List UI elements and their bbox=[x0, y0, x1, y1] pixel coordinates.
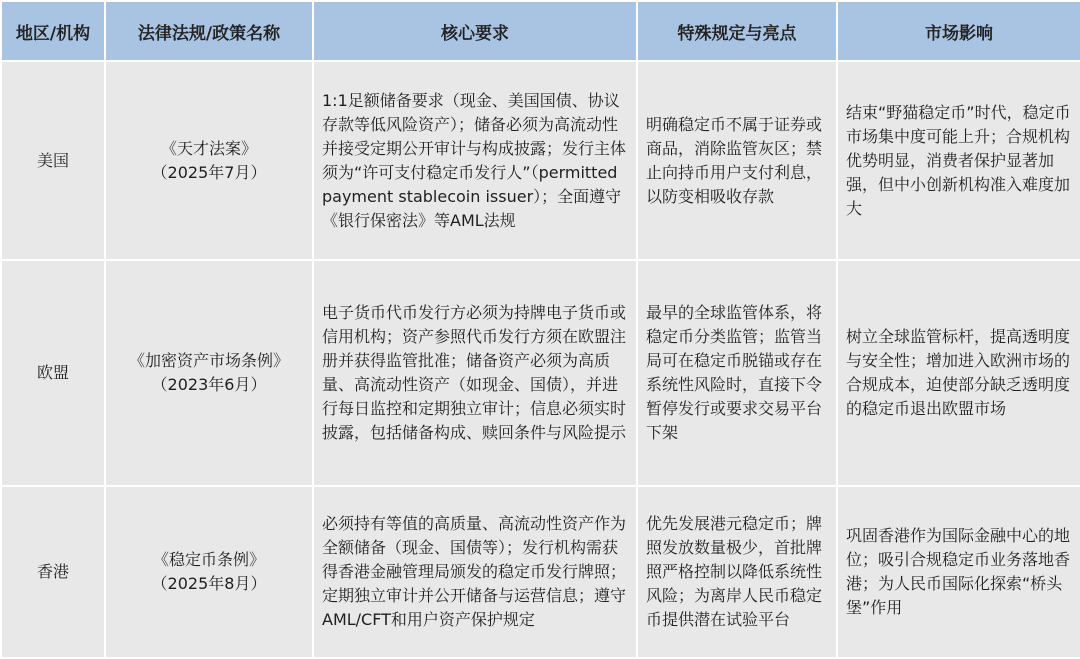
header-region: 地区/机构 bbox=[1, 1, 105, 61]
market-impact-cell bbox=[837, 260, 1080, 486]
special-rules-cell bbox=[637, 61, 837, 260]
core-requirements-cell bbox=[313, 260, 637, 486]
core-requirements-text: 必须持有等值的高质量、高流动性资产作为全额储备（现金、国债等）；发行机构需获得香港金融管理局颁发的稳定币发行牌照；定期独立审计并公开储备与运营信息；遵守AML/CFT和用户资产保护规定 bbox=[322, 514, 627, 629]
market-impact-cell bbox=[837, 61, 1080, 260]
special-rules-text: 最早的全球监管体系，将稳定币分类监管；监管当局可在稳定币脱锚或存在系统性风险时，直接下令暂停发行或要求交易平台下架 bbox=[646, 303, 823, 442]
market-impact-text: 结束“野猫稳定币”时代，稳定币市场集中度可能上升；合规机构优势明显，消费者保护显著加强，但中小创新机构准入难度加大 bbox=[846, 102, 1071, 218]
special-rules-cell bbox=[637, 260, 837, 486]
region-cell: 香港 bbox=[1, 486, 105, 658]
law-date: （2023年6月） bbox=[151, 375, 267, 394]
law-cell bbox=[105, 260, 313, 486]
header-special-rules: 特殊规定与亮点 bbox=[637, 1, 837, 61]
core-requirements-cell bbox=[313, 486, 637, 658]
special-rules-cell bbox=[637, 486, 837, 658]
core-requirements-text: 电子货币代币发行方必须为持牌电子货币或信用机构；资产参照代币发行方须在欧盟注册并获得监管批准；储备资产必须为高质量、高流动性资产（如现金、国债），并进行每日监控和定期独立审计；信息必须实时披露，包括储备构成、赎回条件与风险提示 bbox=[322, 303, 627, 442]
header-core-requirements: 核心要求 bbox=[313, 1, 637, 61]
law-date: （2025年7月） bbox=[151, 162, 267, 182]
core-requirements-cell bbox=[313, 61, 637, 260]
law-cell bbox=[105, 486, 313, 658]
table-row bbox=[1, 61, 1080, 260]
table-row bbox=[1, 486, 1080, 658]
law-name: 《天才法案》 bbox=[160, 138, 257, 158]
market-impact-text: 巩固香港作为国际金融中心的地位；吸引合规稳定币业务落地香港；为人民币国际化探索“桥头堡”作用 bbox=[846, 526, 1071, 617]
table-row bbox=[1, 260, 1080, 486]
region-cell: 欧盟 bbox=[1, 260, 105, 486]
market-impact-cell bbox=[837, 486, 1080, 658]
law-name: 《稳定币条例》 bbox=[152, 550, 265, 569]
header-row bbox=[1, 1, 1080, 61]
header-market-impact: 市场影响 bbox=[837, 1, 1080, 61]
special-rules-text: 优先发展港元稳定币；牌照发放数量极少，首批牌照严格控制以降低系统性风险；为离岸人民币稳定币提供潜在试验平台 bbox=[646, 514, 823, 629]
market-impact-text: 树立全球监管标杆，提高透明度与安全性；增加进入欧洲市场的合规成本，迫使部分缺乏透明度的稳定币退出欧盟市场 bbox=[846, 327, 1071, 418]
law-cell bbox=[105, 61, 313, 260]
header-law-name: 法律法规/政策名称 bbox=[105, 1, 313, 61]
law-date: （2025年8月） bbox=[151, 574, 267, 593]
region-cell: 美国 bbox=[1, 61, 105, 260]
law-name: 《加密资产市场条例》 bbox=[128, 351, 289, 370]
special-rules-text: 明确稳定币不属于证券或商品，消除监管灰区；禁止向持币用户支付利息，以防变相吸收存款 bbox=[646, 114, 823, 206]
core-requirements-text: 1:1足额储备要求（现金、美国国债、协议存款等低风险资产）；储备必须为高流动性并接受定期公开审计与构成披露；发行主体须为“许可支付稳定币发行人”（permitted payment stablecoin issuer）；全面遵守《银行保密法》等AML法规 bbox=[322, 90, 627, 230]
